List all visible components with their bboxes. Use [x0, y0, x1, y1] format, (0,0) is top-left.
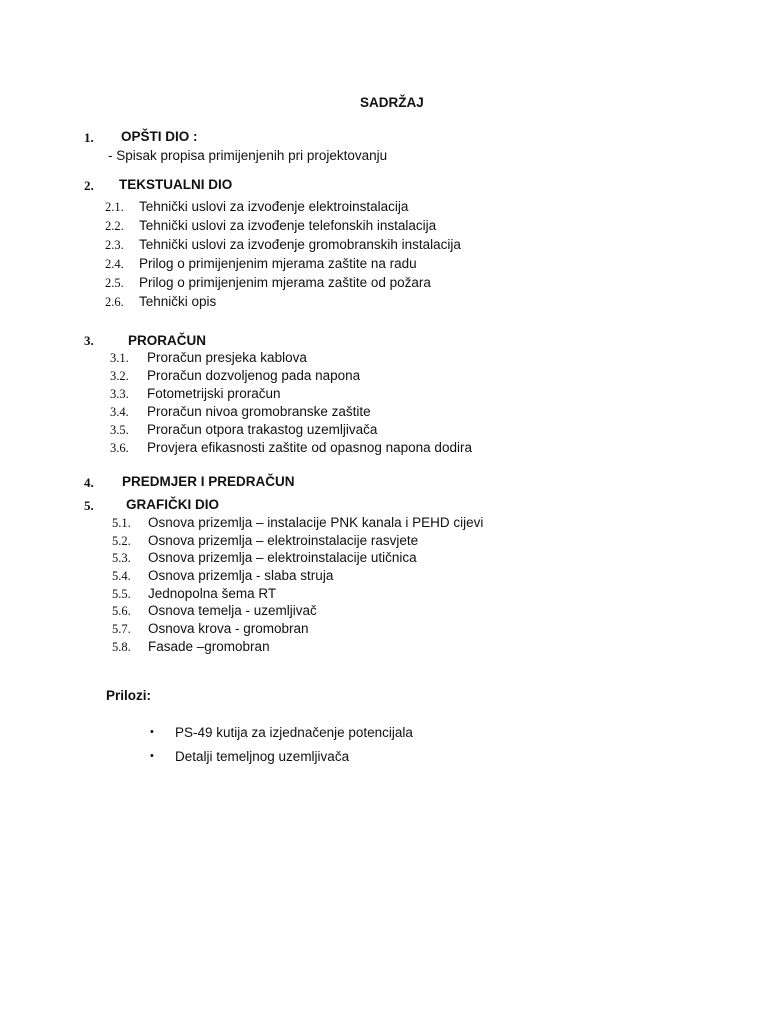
section-number: 4. [84, 475, 94, 490]
item-number: 5.3. [112, 551, 131, 565]
section-heading: GRAFIČKI DIO [126, 497, 219, 512]
attachments-heading: Prilozi: [106, 688, 152, 703]
bullet-icon: • [150, 726, 154, 738]
item-number: 5.1. [112, 516, 131, 530]
list-item: Fotometrijski proračun [147, 386, 281, 401]
list-item: Proračun dozvoljenog pada napona [147, 368, 361, 383]
section-number: 2. [84, 178, 94, 193]
list-item: Prilog o primijenjenim mjerama zaštite od požara [139, 275, 431, 290]
section-heading: PRORAČUN [128, 333, 207, 348]
list-item: Osnova prizemlja – elektroinstalacije utičnica [148, 550, 417, 565]
list-item: Proračun presjeka kablova [147, 350, 307, 365]
page-title: SADRŽAJ [360, 95, 424, 110]
item-number: 5.5. [112, 587, 131, 601]
list-item: Osnova prizemlja – instalacije PNK kanala i PEHD cijevi [148, 515, 484, 530]
list-item: Osnova prizemlja – elektroinstalacije rasvjete [148, 533, 419, 548]
item-number: 2.3. [105, 238, 124, 252]
item-number: 3.1. [110, 351, 129, 365]
list-item: - Spisak propisa primijenjenih pri projektovanju [108, 148, 388, 163]
item-number: 2.4. [105, 257, 124, 271]
list-item: Tehnički opis [139, 294, 217, 309]
section-number: 3. [84, 333, 94, 348]
item-number: 3.2. [110, 369, 129, 383]
section-number: 1. [84, 130, 94, 145]
list-item: Osnova prizemlja - slaba struja [148, 568, 334, 583]
item-number: 5.6. [112, 604, 131, 618]
list-item: Fasade –gromobran [148, 639, 270, 654]
list-item: Osnova temelja - uzemljivač [148, 603, 317, 618]
attachment-item: Detalji temeljnog uzemljivača [175, 749, 350, 764]
section-heading: PREDMJER I PREDRAČUN [122, 474, 295, 489]
list-item: Proračun otpora trakastog uzemljivača [147, 422, 378, 437]
item-number: 3.3. [110, 387, 129, 401]
section-number: 5. [84, 498, 94, 513]
list-item: Osnova krova - gromobran [148, 621, 309, 636]
item-number: 3.4. [110, 405, 129, 419]
item-number: 5.7. [112, 622, 131, 636]
attachment-item: PS-49 kutija za izjednačenje potencijala [175, 725, 413, 740]
item-number: 5.8. [112, 640, 131, 654]
item-number: 5.4. [112, 569, 131, 583]
list-item: Prilog o primijenjenim mjerama zaštite na radu [139, 256, 417, 271]
item-number: 2.2. [105, 219, 124, 233]
section-heading: OPŠTI DIO : [121, 129, 198, 144]
list-item: Tehnički uslovi za izvođenje elektroinstalacija [139, 199, 409, 214]
section-heading: TEKSTUALNI DIO [119, 177, 233, 192]
item-number: 5.2. [112, 534, 131, 548]
list-item: Jednopolna šema RT [148, 586, 277, 601]
bullet-icon: • [150, 750, 154, 762]
item-number: 3.6. [110, 441, 129, 455]
item-number: 2.1. [105, 200, 124, 214]
list-item: Provjera efikasnosti zaštite od opasnog napona dodira [147, 440, 472, 455]
item-number: 2.5. [105, 276, 124, 290]
list-item: Tehnički uslovi za izvođenje gromobranskih instalacija [139, 237, 461, 252]
item-number: 3.5. [110, 423, 129, 437]
list-item: Proračun nivoa gromobranske zaštite [147, 404, 371, 419]
item-number: 2.6. [105, 295, 124, 309]
list-item: Tehnički uslovi za izvođenje telefonskih instalacija [139, 218, 437, 233]
